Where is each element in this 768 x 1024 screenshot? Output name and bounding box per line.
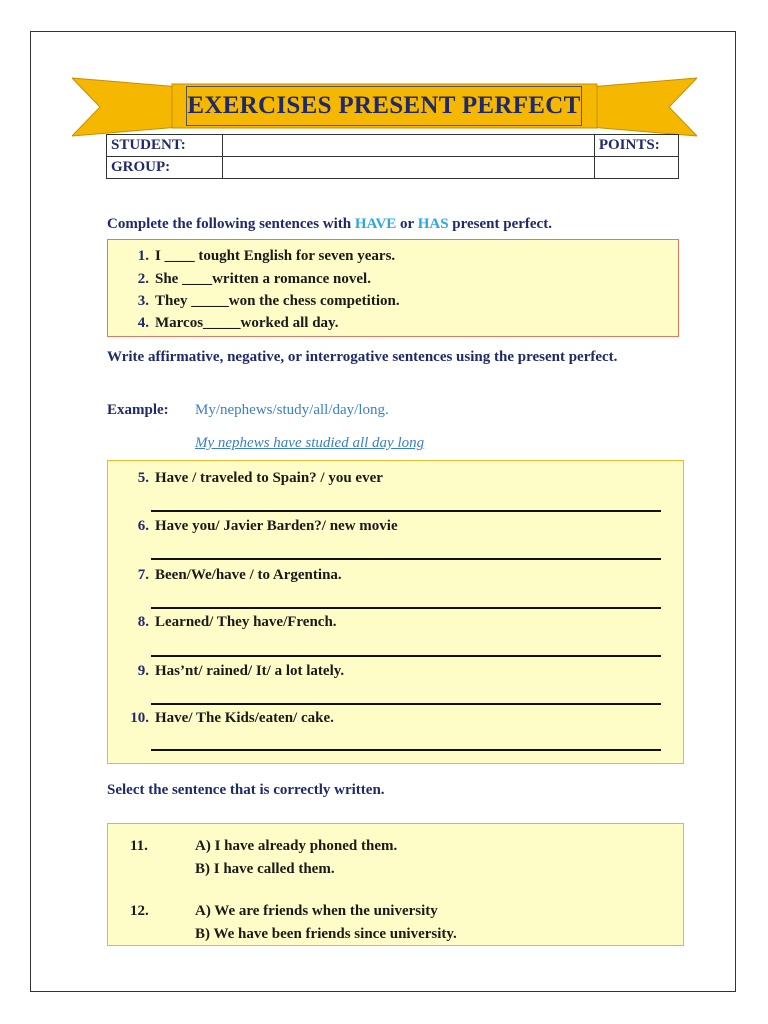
question-number: 12. <box>130 903 149 919</box>
section1-instruction <box>107 213 552 235</box>
answer-line[interactable] <box>151 607 661 609</box>
instruction-or: or <box>396 216 418 232</box>
student-info-table <box>106 134 679 179</box>
instruction-prefix: Complete the following sentences with <box>107 216 355 232</box>
list-item: 9. Has’nt/ rained/ It/ a lot lately. <box>137 663 345 679</box>
student-label: STUDENT: <box>107 135 223 157</box>
list-item: 8. Learned/ They have/French. <box>137 614 337 630</box>
have-keyword: HAVE <box>354 216 397 232</box>
example-label: Example: <box>107 402 169 418</box>
answer-line[interactable] <box>151 558 661 560</box>
list-item: 5. Have / traveled to Spain? / you ever <box>137 470 383 486</box>
example-text: My/nephews/study/all/day/long. <box>195 402 389 418</box>
list-item: 2. She ____written a romance novel. <box>137 271 371 287</box>
instruction-suffix: present perfect. <box>448 216 552 232</box>
list-item: 10. Have/ The Kids/eaten/ cake. <box>130 710 334 726</box>
option-b[interactable]: B) I have called them. <box>195 861 335 877</box>
example-answer: My nephews have studied all day long <box>195 435 425 451</box>
answer-line[interactable] <box>151 703 661 705</box>
group-field[interactable] <box>223 157 595 179</box>
points-field[interactable] <box>594 157 678 179</box>
option-b[interactable]: B) We have been friends since university. <box>195 926 457 942</box>
answer-line[interactable] <box>151 510 661 512</box>
list-item: 6. Have you/ Javier Barden?/ new movie <box>137 518 398 534</box>
answer-line[interactable] <box>151 749 661 751</box>
section2-instruction: Write affirmative, negative, or interrogative sentences using the present perfect. <box>107 349 618 365</box>
has-keyword: HAS <box>417 216 449 232</box>
points-label: POINTS: <box>594 135 678 157</box>
list-item: 7. Been/We/have / to Argentina. <box>137 567 342 583</box>
list-item: 3. They _____won the chess competition. <box>137 293 400 309</box>
answer-line[interactable] <box>151 655 661 657</box>
option-a[interactable]: A) I have already phoned them. <box>195 838 398 854</box>
student-field[interactable] <box>223 135 595 157</box>
option-a[interactable]: A) We are friends when the university <box>195 903 438 919</box>
section3-instruction: Select the sentence that is correctly written. <box>107 782 385 798</box>
page-title: EXERCISES PRESENT PERFECT <box>186 86 582 126</box>
question-number: 11. <box>130 838 148 854</box>
group-label: GROUP: <box>107 157 223 179</box>
list-item: 1. I ____ tought English for seven years. <box>137 248 396 264</box>
list-item: 4. Marcos_____worked all day. <box>137 315 339 331</box>
